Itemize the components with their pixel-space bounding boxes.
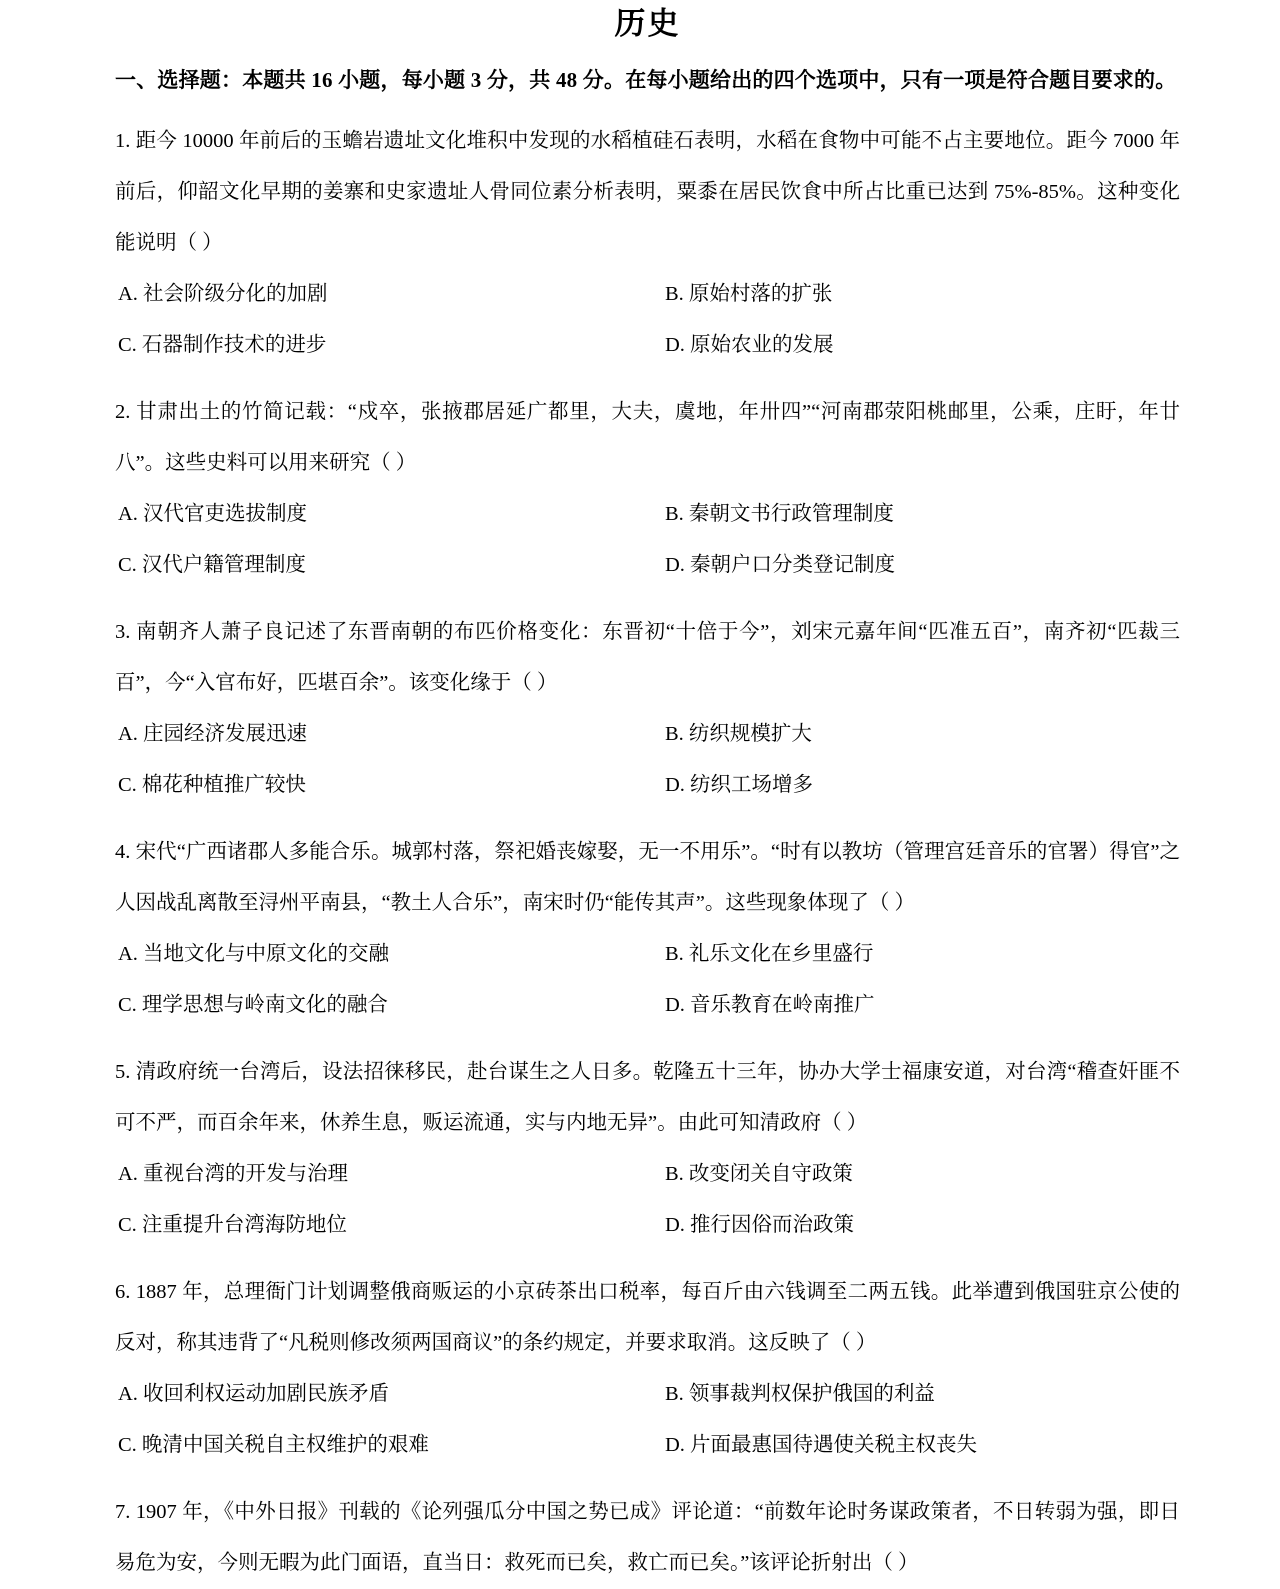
question-stem: 7. 1907 年，《中外日报》刊载的《论列强瓜分中国之势已成》评论道：“前数年论时务谋政策者，不日转弱为强，即日易危为安，今则无暇为此门面语，直当日：救死而已矣，救亡而已矣。”该评论折射出（ ） [115, 1501, 1180, 1574]
option-d[interactable]: D. 秦朝户口分类登记制度 [665, 554, 896, 576]
option-a[interactable]: A. 当地文化与中原文化的交融 [118, 943, 390, 965]
option-row [115, 1369, 1180, 1420]
question-stem: 4. 宋代“广西诸郡人多能合乐。城郭村落，祭祀婚丧嫁娶，无一不用乐”。“时有以教坊（管理宫廷音乐的官署）得官”之人因战乱离散至浔州平南县，“教土人合乐”，南宋时仍“能传其声”。这些现象体现了（ ） [115, 841, 1180, 914]
option-a[interactable]: A. 收回利权运动加剧民族矛盾 [118, 1383, 390, 1405]
option-row [115, 489, 1180, 540]
question-stem: 6. 1887 年，总理衙门计划调整俄商贩运的小京砖茶出口税率，每百斤由六钱调至二两五钱。此举遭到俄国驻京公使的反对，称其违背了“凡税则修改须两国商议”的条约规定，并要求取消。这反映了（ ） [115, 1281, 1180, 1354]
question-options [115, 1369, 1180, 1471]
option-a[interactable]: A. 重视台湾的开发与治理 [118, 1163, 349, 1185]
question-block [115, 1267, 1180, 1471]
question-block [115, 387, 1180, 591]
option-row [115, 1420, 1180, 1471]
question-block [115, 827, 1180, 1031]
section-instruction: 一、选择题：本题共 16 小题，每小题 3 分，共 48 分。在每小题给出的四个选项中，只有一项是符合题目要求的。 [115, 68, 1177, 92]
option-d[interactable]: D. 片面最惠国待遇使关税主权丧失 [665, 1434, 978, 1456]
option-d[interactable]: D. 推行因俗而治政策 [665, 1214, 855, 1236]
question-stem: 1. 距今 10000 年前后的玉蟾岩遗址文化堆积中发现的水稻植硅石表明，水稻在食物中可能不占主要地位。距今 7000 年前后，仰韶文化早期的姜寨和史家遗址人骨同位素分析表明，粟黍在居民饮食中所占比重已达到 75%-85%。这种变化能说明（ ） [115, 130, 1180, 254]
question-options [115, 709, 1180, 811]
option-c[interactable]: C. 晚清中国关税自主权维护的艰难 [118, 1434, 429, 1456]
option-b[interactable]: B. 改变闭关自守政策 [665, 1163, 853, 1185]
option-d[interactable]: D. 音乐教育在岭南推广 [665, 994, 875, 1016]
option-row [115, 760, 1180, 811]
option-c[interactable]: C. 注重提升台湾海防地位 [118, 1214, 347, 1236]
option-b[interactable]: B. 领事裁判权保护俄国的利益 [665, 1383, 935, 1405]
option-a[interactable]: A. 社会阶级分化的加剧 [118, 283, 328, 305]
option-b[interactable]: B. 原始村落的扩张 [665, 283, 833, 305]
option-row [115, 929, 1180, 980]
option-c[interactable]: C. 石器制作技术的进步 [118, 334, 327, 356]
option-c[interactable]: C. 棉花种植推广较快 [118, 774, 306, 796]
option-row [115, 540, 1180, 591]
option-row [115, 980, 1180, 1031]
exam-page [0, 6, 1280, 1574]
question-block [115, 1487, 1180, 1589]
question-stem: 2. 甘肃出土的竹简记载：“戍卒，张掖郡居延广都里，大夫，虞地，年卅四”“河南郡荥阳桃邮里，公乘，庄盱，年廿八”。这些史料可以用来研究（ ） [115, 401, 1180, 474]
question-block [115, 116, 1180, 371]
question-options [115, 489, 1180, 591]
option-b[interactable]: B. 纺织规模扩大 [665, 723, 812, 745]
question-stem: 3. 南朝齐人萧子良记述了东晋南朝的布匹价格变化：东晋初“十倍于今”，刘宋元嘉年间“匹准五百”，南齐初“匹裁三百”，今“入官布好，匹堪百余”。该变化缘于（ ） [115, 621, 1180, 694]
option-c[interactable]: C. 汉代户籍管理制度 [118, 554, 306, 576]
option-a[interactable]: A. 庄园经济发展迅速 [118, 723, 308, 745]
option-d[interactable]: D. 纺织工场增多 [665, 774, 814, 796]
option-c[interactable]: C. 理学思想与岭南文化的融合 [118, 994, 388, 1016]
question-options [115, 929, 1180, 1031]
page-title: 历史 [614, 6, 681, 41]
option-row [115, 1149, 1180, 1200]
option-d[interactable]: D. 原始农业的发展 [665, 334, 834, 356]
question-block [115, 1047, 1180, 1251]
option-row [115, 1200, 1180, 1251]
question-block [115, 607, 1180, 811]
option-b[interactable]: B. 礼乐文化在乡里盛行 [665, 943, 874, 965]
question-stem: 5. 清政府统一台湾后，设法招徕移民，赴台谋生之人日多。乾隆五十三年，协办大学士福康安道，对台湾“稽查奸匪不可不严，而百余年来，休养生息，贩运流通，实与内地无异”。由此可知清政府（ ） [115, 1061, 1180, 1134]
question-options [115, 269, 1180, 371]
option-row [115, 320, 1180, 371]
option-b[interactable]: B. 秦朝文书行政管理制度 [665, 503, 894, 525]
option-row [115, 269, 1180, 320]
option-row [115, 709, 1180, 760]
option-a[interactable]: A. 汉代官吏选拔制度 [118, 503, 308, 525]
question-options [115, 1149, 1180, 1251]
